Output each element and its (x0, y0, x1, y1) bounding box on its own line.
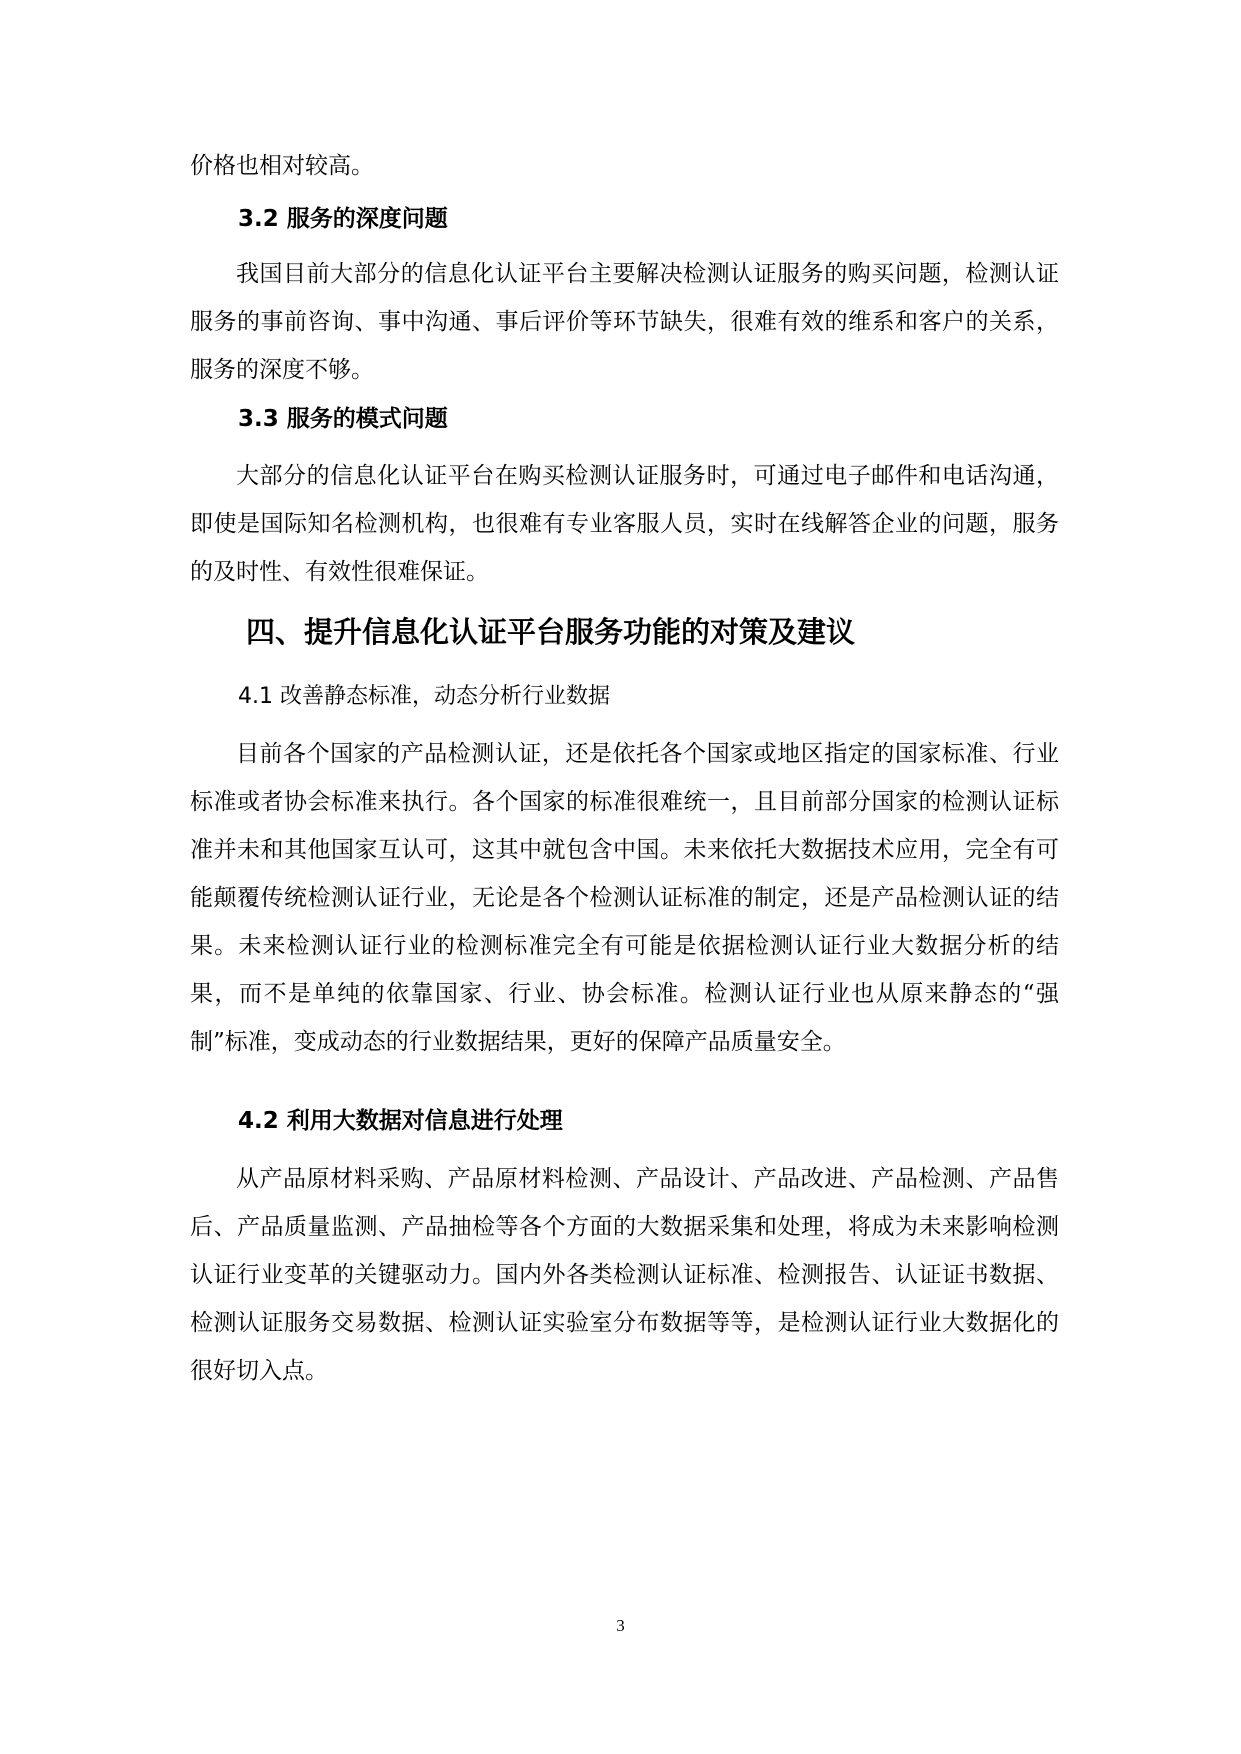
paragraph-big-data (190, 1155, 1059, 1395)
paragraph-text: 价格也相对较高。 (190, 153, 374, 179)
paragraph-service-mode (190, 452, 1059, 596)
section-heading-4-1 (190, 682, 1059, 712)
chapter-heading-4 (190, 612, 1059, 652)
paragraph-text: 我国目前大部分的信息化认证平台主要解决检测认证服务的购买问题，检测认证服务的事前咨询、事中沟通、事后评价等环节缺失，很难有效的维系和客户的关系，服务的深度不够。 (190, 261, 1059, 383)
section-heading-3-2 (190, 204, 1059, 234)
heading-text: 3.3 服务的模式问题 (238, 406, 448, 432)
page-number: 3 (616, 1616, 625, 1635)
paragraph-text: 大部分的信息化认证平台在购买检测认证服务时，可通过电子邮件和电话沟通，即使是国际知名检测机构，也很难有专业客服人员，实时在线解答企业的问题，服务的及时性、有效性很难保证。 (190, 463, 1059, 585)
section-heading-4-2 (190, 1106, 1059, 1136)
heading-text: 3.2 服务的深度问题 (238, 206, 448, 232)
section-heading-3-3 (190, 404, 1059, 434)
heading-text: 4.1 改善静态标准，动态分析行业数据 (238, 684, 610, 709)
paragraph-text: 从产品原材料采购、产品原材料检测、产品设计、产品改进、产品检测、产品售后、产品质量监测、产品抽检等各个方面的大数据采集和处理，将成为未来影响检测认证行业变革的关键驱动力。国内外各类检测认证标准、检测报告、认证证书数据、检测认证服务交易数据、检测认证实验室分布数据等等，是检测认证行业大数据化的很好切入点。 (190, 1166, 1059, 1384)
paragraph-text: 目前各个国家的产品检测认证，还是依托各个国家或地区指定的国家标准、行业标准或者协会标准来执行。各个国家的标准很难统一，且目前部分国家的检测认证标准并未和其他国家互认可，这其中就包含中国。未来依托大数据技术应用，完全有可能颠覆传统检测认证行业，无论是各个检测认证标准的制定，还是产品检测认证的结果。未来检测认证行业的检测标准完全有可能是依据检测认证行业大数据分析的结果，而不是单纯的依靠国家、行业、协会标准。检测认证行业也从原来静态的“强制”标准，变成动态的行业数据结果，更好的保障产品质量安全。 (190, 741, 1059, 1055)
paragraph-static-standards (190, 730, 1059, 1066)
paragraph-continuation (190, 142, 1059, 190)
heading-text: 四、提升信息化认证平台服务功能的对策及建议 (246, 615, 856, 649)
heading-text: 4.2 利用大数据对信息进行处理 (238, 1108, 563, 1134)
paragraph-service-depth (190, 250, 1059, 394)
